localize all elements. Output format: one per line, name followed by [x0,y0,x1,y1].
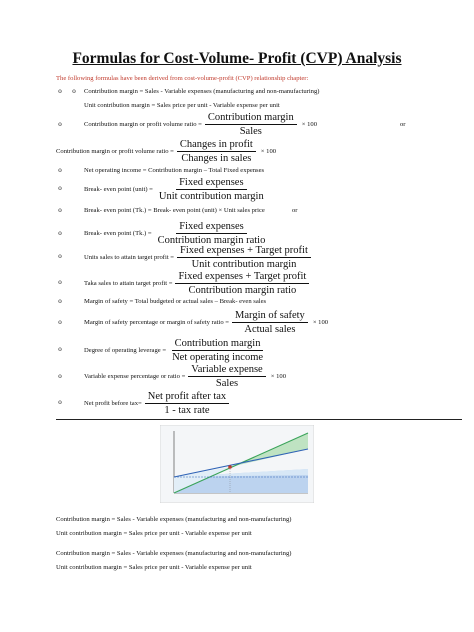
or-text: or [292,207,298,214]
formula-break-even-taka [84,207,265,214]
numerator: Contribution margin [205,112,297,125]
formula-taka-target-profit [84,271,312,296]
formula-lhs: Net profit before tax= [84,400,142,407]
bullet-icon: o [72,87,76,95]
bullet-icon: o [58,372,62,380]
formula-margin-of-safety-ratio [84,310,328,335]
numerator: Changes in profit [177,139,256,152]
formula-break-even-unit [84,177,270,202]
fraction [177,139,256,164]
fraction [188,364,265,389]
denominator: Contribution margin ratio [157,235,266,246]
denominator: Unit contribution margin [191,259,297,270]
formula-lhs: Contribution margin or profit volume ratio = [56,148,174,155]
denominator: Sales [239,126,262,137]
formula-variable-expense-ratio [84,364,286,389]
fraction [169,338,266,363]
footer-line-4: Unit contribution margin = Sales price per unit - Variable expense per unit [56,564,252,571]
bullet-icon: o [58,398,62,406]
denominator: Changes in sales [181,153,252,164]
fraction [175,271,309,296]
fraction [155,221,269,246]
bullet-icon: o [58,166,62,174]
page-title: Formulas for Cost-Volume- Profit (CVP) Analysis [72,50,402,67]
formula-lhs: Degree of operating leverage = [84,347,167,354]
formula-lhs: Units sales to attain target profit = [84,254,175,261]
bullet-icon: o [58,252,62,260]
bullet-icon: o [58,278,62,286]
formula-lhs: Margin of safety percentage or margin of safety ratio = [84,319,230,326]
bullet-icon: o [58,120,62,128]
numerator: Contribution margin [172,338,264,351]
formula-lhs: Contribution margin or profit volume ratio = [84,121,202,128]
numerator: Fixed expenses + Target profit [177,245,311,258]
formula-lhs: Taka sales to attain target profit = [84,280,173,287]
formula-margin-of-safety [84,298,266,305]
formula-lhs: Variable expense percentage or ratio = [84,373,186,380]
formula-text: Break- even point (Tk.) = Break- even point (unit) × Unit sales price [84,207,265,214]
formula-operating-leverage [84,338,269,363]
multiplier: × 100 [260,148,277,155]
numerator: Fixed expenses + Target profit [175,271,309,284]
bullet-icon: o [58,297,62,305]
fraction [145,391,229,416]
formula-text: Net operating income = Contribution margin – Total Fixed expenses [84,167,265,174]
denominator: 1 - tax rate [164,405,210,416]
bullet-icon: o [58,184,62,192]
formula-lhs: Break- even point (Tk.) = [84,230,152,237]
fraction [156,177,267,202]
denominator: Unit contribution margin [158,191,264,202]
multiplier: × 100 [270,373,286,380]
multiplier: × 100 [312,319,329,326]
fraction [205,112,297,137]
formula-contribution-margin [84,88,319,95]
denominator: Contribution margin ratio [188,285,297,296]
bullet-icon: o [58,229,62,237]
formula-cm-ratio-sales [84,112,317,137]
footer-line-1: Contribution margin = Sales - Variable expenses (manufacturing and non-manufacturing) [56,516,292,523]
multiplier: × 100 [301,121,317,128]
numerator: Fixed expenses [176,177,246,190]
or-text: or [400,121,406,128]
numerator: Variable expense [188,364,265,377]
footer-line-2: Unit contribution margin = Sales price per unit - Variable expense per unit [56,530,252,537]
bullet-icon: o [58,87,62,95]
formula-text: Margin of safety = Total budgeted or actual sales – Break- even sales [84,298,267,305]
divider [56,419,462,420]
numerator: Net profit after tax [145,391,229,404]
denominator: Net operating income [172,352,264,363]
formula-unit-contribution-margin [84,102,280,109]
denominator: Actual sales [244,324,296,335]
formula-net-profit-before-tax [84,391,232,416]
formula-text: Unit contribution margin = Sales price per unit - Variable expense per unit [84,102,280,109]
bullet-icon: o [58,206,62,214]
cvp-chart-image [160,425,314,503]
fraction [232,310,308,335]
fraction [177,245,311,270]
formula-break-even-taka-ratio [84,221,271,246]
formula-net-operating-income [84,167,264,174]
formula-lhs: Break- even point (unit) = [84,186,153,193]
numerator: Margin of safety [232,310,308,323]
formula-cm-ratio-changes [56,139,276,164]
numerator: Fixed expenses [176,221,246,234]
footer-line-3: Contribution margin = Sales - Variable expenses (manufacturing and non-manufacturing) [56,550,292,557]
bullet-icon: o [58,345,62,353]
intro-text: The following formulas have been derived from cost-volume-profit (CVP) relationship chapter: [56,75,309,82]
formula-units-target-profit [84,245,314,270]
denominator: Sales [215,378,239,389]
bullet-icon: o [58,318,62,326]
formula-text: Contribution margin = Sales - Variable expenses (manufacturing and non-manufacturing) [84,88,320,95]
